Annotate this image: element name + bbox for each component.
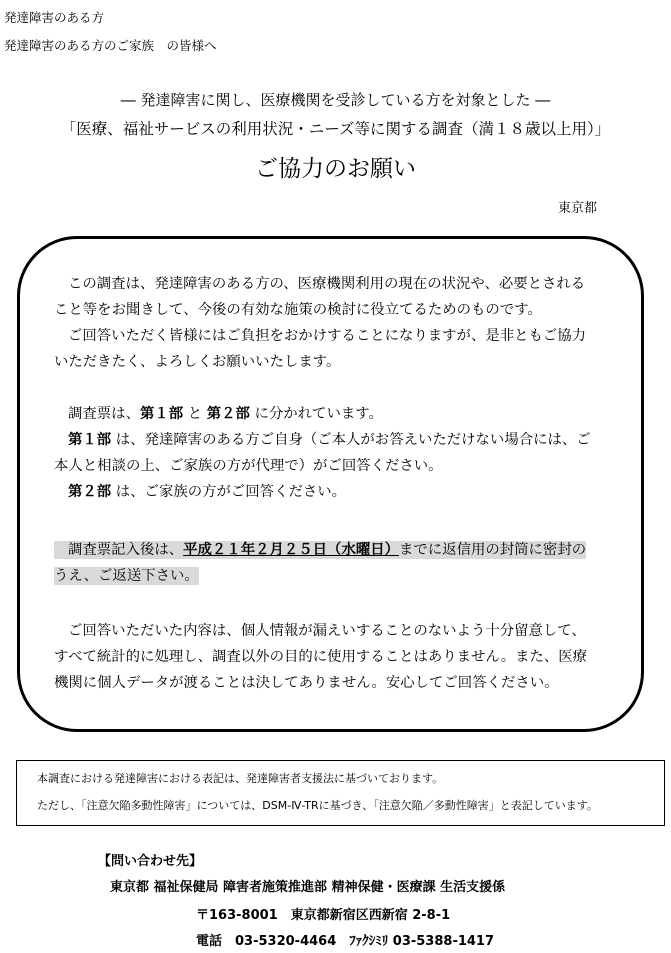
survey-title: 「医療、福祉サービスの利用状況・ニーズ等に関する調査（満１８歳以上用）」 <box>60 120 611 138</box>
deadline-date: 平成２１年２月２５日（水曜日） <box>183 542 400 558</box>
paragraph-line: ご回答いただいた内容は、個人情報が漏えいすることのないよう十分留意して、 <box>68 623 586 639</box>
text: うえ、ご返送下さい。 <box>54 568 199 584</box>
addressee-line-2: 発達障害のある方のご家族 の皆様へ <box>4 38 217 53</box>
paragraph-line: 本人と相談の上、ご家族の方が代理で）がご回答ください。 <box>54 458 443 474</box>
text: は、ご家族の方がご回答ください。 <box>115 484 347 500</box>
contact-address: 〒163-8001 東京都新宿区西新宿 2-8-1 <box>196 908 451 923</box>
note-line: ただし、「注意欠陥多動性障害」については、DSM-Ⅳ-TRに基づき、「注意欠陥／多動性障害」と表記しています。 <box>37 799 598 812</box>
text: 調査票記入後は、 <box>54 541 183 559</box>
paragraph-line: ご回答いただく皆様にはご負担をおかけすることになりますが、是非ともご協力 <box>68 328 587 344</box>
paragraph-line: こと等をお聞きして、今後の有効な施策の検討に役立てるためのものです。 <box>54 302 542 318</box>
contact-phone: 電話 03-5320-4464 ﾌｧｸｼﾐﾘ 03-5388-1417 <box>196 934 495 949</box>
text: と <box>187 406 203 422</box>
text: に分かれています。 <box>254 406 383 422</box>
page-title: ご協力のお願い <box>255 156 416 182</box>
request-message-box <box>17 236 644 732</box>
text: 調査票は、 <box>68 406 140 422</box>
paragraph-line: 機関に個人データが渡ることは決してありません。安心してご回答ください。 <box>54 675 559 691</box>
note-line: 本調査における発達障害における表記は、発達障害者支援法に基づいております。 <box>37 772 444 785</box>
part-1-label: 第１部 <box>68 432 112 448</box>
part-2-label: 第２部 <box>68 484 112 500</box>
part-2-line <box>68 484 346 501</box>
subtitle: ― 発達障害に関し、医療機関を受診している方を対象とした ― <box>120 91 551 109</box>
issuer: 東京都 <box>558 201 598 216</box>
paragraph-line: いただきたく、よろしくお願いいたします。 <box>54 354 341 370</box>
paragraph-line: すべて統計的に処理し、調査以外の目的に使用することはありません。また、医療 <box>54 649 588 665</box>
text: は、発達障害のある方ご自身（ご本人がお答えいただけない場合には、ご <box>115 432 591 448</box>
text: までに返信用の封筒に密封の <box>399 542 587 558</box>
contact-department: 東京都 福祉保健局 障害者施策推進部 精神保健・医療課 生活支援係 <box>110 880 506 895</box>
part-1-line <box>68 432 591 449</box>
addressee-line-1: 発達障害のある方 <box>4 10 105 25</box>
parts-intro-line <box>68 406 383 423</box>
deadline-line-2 <box>54 568 199 585</box>
part-2-label: 第２部 <box>206 406 250 422</box>
deadline-line <box>54 542 586 559</box>
notation-note-box <box>16 760 665 826</box>
paragraph-line: この調査は、発達障害のある方の、医療機関利用の現在の状況や、必要とされる <box>68 276 586 292</box>
contact-heading: 【問い合わせ先】 <box>98 854 203 869</box>
part-1-label: 第１部 <box>139 406 184 422</box>
